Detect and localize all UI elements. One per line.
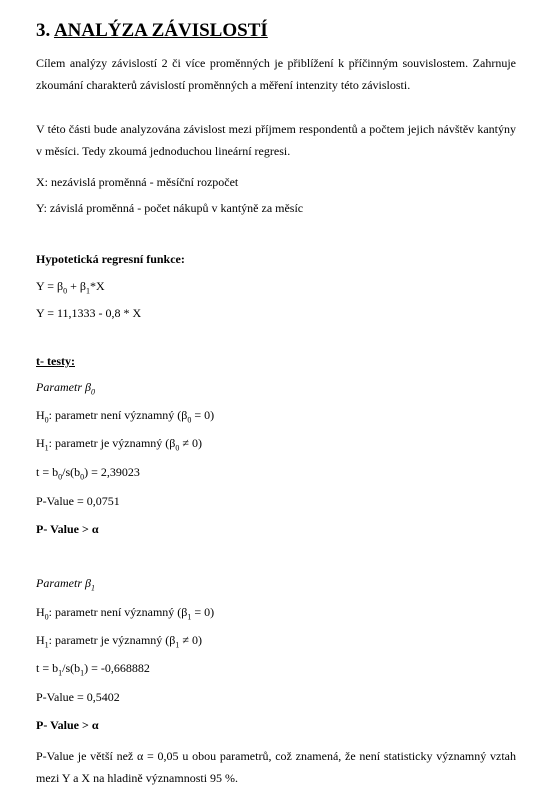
beta1-h1: $H_1$: parametr je významný $(\beta_1 \ne 0)$ — [36, 633, 202, 650]
intro-paragraph-2: V této části bude analyzována závislost mezi příjmem respondentů a počtem jejich návštěv kantýny v měsíci. Tedy zkoumá jednoduchou lineární regresi. — [36, 122, 516, 158]
regression-formula: $Y = \beta_0 + \beta_1*X$ — [36, 279, 105, 296]
beta0-t-statistic: $t = b_0/s(b_0) = 2,39023$ — [36, 465, 140, 482]
beta1-t-statistic: $t = b_1/s(b_1) = -0,668882$ — [36, 661, 150, 678]
beta1-h0: $H_0$: parametr není významný $(\beta_1 = 0)$ — [36, 605, 215, 622]
regression-estimate: Y = 11,1333 - 0,8 * X — [36, 306, 142, 320]
beta1-conclusion: P- Value > α — [36, 718, 99, 732]
beta0-h1: $H_1$: parametr je významný $(\beta_0 \ne 0)$ — [36, 436, 202, 453]
beta1-pvalue: P-Value = 0,5402 — [36, 690, 120, 704]
regression-heading: Hypotetická regresní funkce: — [36, 252, 185, 266]
summary-paragraph: P-Value je větší než α = 0,05 u obou parametrů, což znamená, že není statisticky významný vztah mezi Y a X na hladině významnosti 95 %. — [36, 749, 516, 785]
section-heading — [36, 20, 268, 42]
beta0-label: Parametr $\beta_0$ — [36, 380, 95, 397]
x-variable-definition: X: nezávislá proměnná - měsíční rozpočet — [36, 175, 239, 189]
beta0-conclusion: P- Value > α — [36, 522, 99, 536]
beta0-pvalue: P-Value = 0,0751 — [36, 494, 120, 508]
beta1-label: Parametr $\beta_1$ — [36, 576, 95, 593]
y-variable-definition: Y: závislá proměnná - počet nákupů v kantýně za měsíc — [36, 201, 304, 215]
ttests-heading: t- testy: — [36, 354, 75, 368]
beta0-h0: $H_0$: parametr není významný $(\beta_0 = 0)$ — [36, 408, 215, 425]
section-title: ANALÝZA ZÁVISLOSTÍ — [53, 20, 268, 41]
intro-paragraph-1: Cílem analýzy závislostí 2 či více proměnných je přiblížení k příčinným souvislostem. Zahrnuje zkoumání charakterů závislostí proměnných a měření intenzity této závislosti. — [36, 56, 516, 92]
section-number: 3. — [36, 20, 51, 41]
